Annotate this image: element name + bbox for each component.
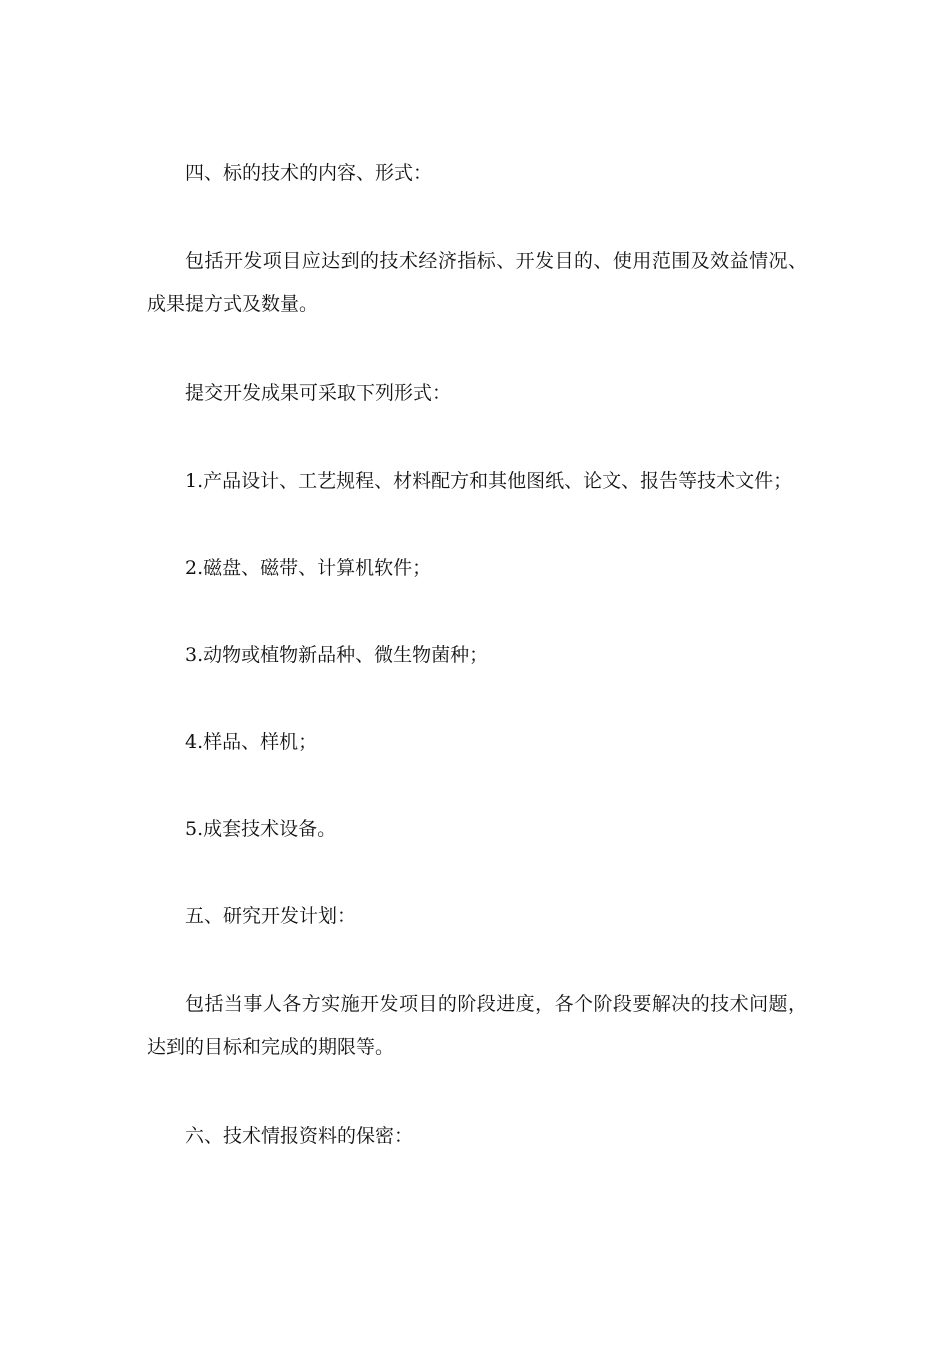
paragraph-content-description: 包括开发项目应达到的技术经济指标、开发目的、使用范围及效益情况、成果提方式及数量。: [147, 250, 807, 315]
paragraph-research-plan: 包括当事人各方实施开发项目的阶段进度，各个阶段要解决的技术问题，达到的目标和完成的期限等。: [147, 993, 807, 1058]
list-item-1: 1.产品设计、工艺规程、材料配方和其他图纸、论文、报告等技术文件；: [185, 470, 793, 492]
section-heading-4: 四、标的技术的内容、形式：: [185, 162, 433, 184]
list-item-2: 2.磁盘、磁带、计算机软件；: [185, 557, 432, 579]
list-item-5: 5.成套技术设备。: [185, 818, 337, 840]
section-heading-6: 六、技术情报资料的保密：: [185, 1125, 414, 1147]
paragraph-submission-forms: 提交开发成果可采取下列形式：: [185, 382, 452, 404]
section-heading-5: 五、研究开发计划：: [185, 905, 357, 927]
list-item-3: 3.动物或植物新品种、微生物菌种；: [185, 644, 489, 666]
list-item-4: 4.样品、样机；: [185, 731, 318, 753]
